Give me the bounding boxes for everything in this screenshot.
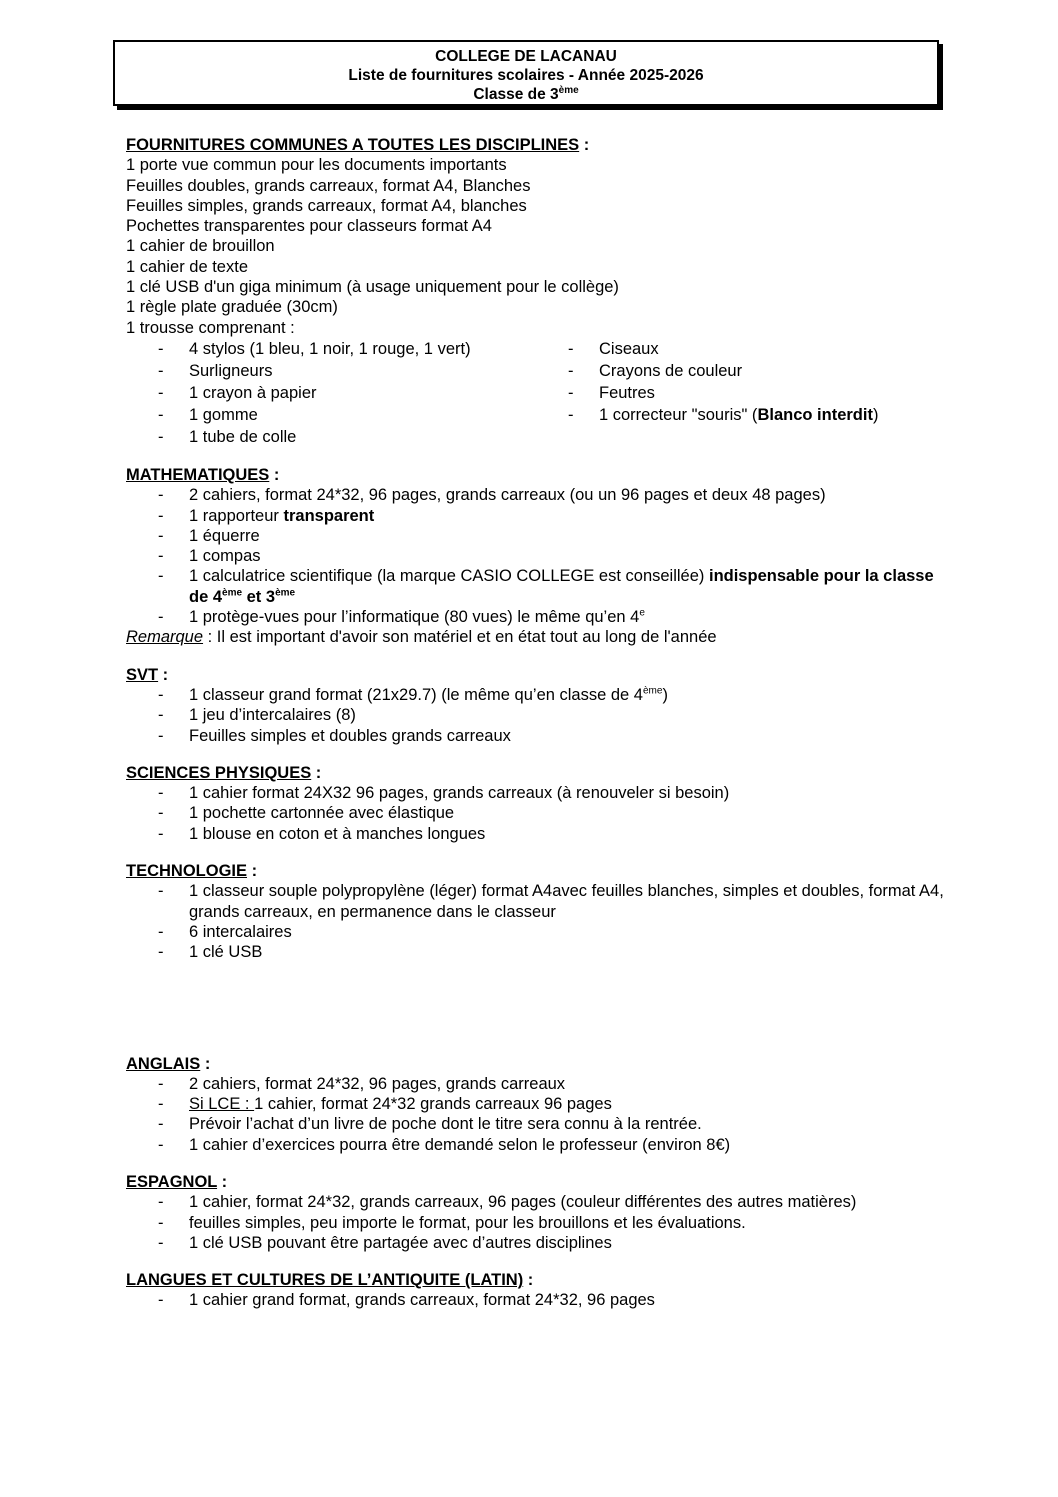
section-title-physics: SCIENCES PHYSIQUES : (126, 763, 322, 782)
english-list (126, 1074, 946, 1155)
list-item: - 1 gomme (158, 405, 258, 424)
list-item: - 1 cahier format 24X32 96 pages, grands carreaux (à renouveler si besoin) (158, 784, 730, 803)
svt-list (126, 685, 946, 746)
section-title-math: MATHEMATIQUES : (126, 465, 280, 484)
section-title-english: ANGLAIS : (126, 1054, 211, 1073)
list-item: - 1 calculatrice scientifique (la marque CASIO COLLEGE est conseillée) indispensable pour la classe de 4ème et 3ème (158, 567, 934, 606)
list-title: Liste de fournitures scolaires - Année 2025-2026 (348, 67, 704, 84)
common-line: 1 cahier de texte (126, 257, 248, 276)
list-item: - 2 cahiers, format 24*32, 96 pages, grands carreaux (158, 1074, 566, 1093)
common-line: 1 trousse comprenant : (126, 318, 295, 337)
section-title-spanish: ESPAGNOL : (126, 1172, 228, 1191)
technology-list (126, 881, 946, 962)
list-item: - 1 classeur souple polypropylène (léger) format A4avec feuilles blanches, simples et doubles, format A4, grands carreaux, en permanence dans le classeur (158, 882, 944, 921)
common-line: 1 porte vue commun pour les documents importants (126, 156, 507, 175)
list-item: - Feutres (568, 383, 655, 402)
list-item: - Crayons de couleur (568, 361, 743, 380)
list-item: - Si LCE : 1 cahier, format 24*32 grands carreaux 96 pages (158, 1095, 612, 1114)
common-line: Pochettes transparentes pour classeurs format A4 (126, 217, 492, 236)
list-item: - 1 pochette cartonnée avec élastique (158, 804, 455, 823)
trousse-list (126, 338, 946, 448)
section-title-svt: SVT : (126, 665, 169, 684)
common-line: Feuilles simples, grands carreaux, format A4, blanches (126, 196, 527, 215)
list-item: - 1 rapporteur transparent (158, 506, 375, 525)
list-item: - 1 cahier d’exercices pourra être demandé selon le professeur (environ 8€) (158, 1135, 731, 1154)
spanish-list (126, 1192, 946, 1253)
header-box (113, 40, 939, 106)
list-item: - 6 intercalaires (158, 922, 292, 941)
list-item: - 1 protège-vues pour l’informatique (80 vues) le même qu’en 4e (158, 607, 645, 627)
common-lines (126, 155, 946, 338)
list-item: - 1 tube de colle (158, 427, 297, 446)
list-item: - 1 cahier grand format, grands carreaux, format 24*32, 96 pages (158, 1291, 655, 1310)
trousse-left-col (126, 338, 536, 448)
school-name: COLLEGE DE LACANAU (435, 48, 617, 65)
common-line: Feuilles doubles, grands carreaux, format A4, Blanches (126, 176, 531, 195)
latin-list (126, 1290, 946, 1310)
list-item: - 1 correcteur "souris" (Blanco interdit) (568, 405, 879, 424)
list-item: - 1 clé USB pouvant être partagée avec d’autres disciplines (158, 1233, 612, 1252)
list-item: - feuilles simples, peu importe le format, pour les brouillons et les évaluations. (158, 1213, 746, 1232)
math-remark: Remarque : Il est important d'avoir son matériel et en état tout au long de l'année (126, 628, 717, 647)
list-item: - 1 blouse en coton et à manches longues (158, 824, 486, 843)
list-item: - Surligneurs (158, 361, 273, 380)
section-title-technology: TECHNOLOGIE : (126, 862, 258, 881)
list-item: - Feuilles simples et doubles grands carreaux (158, 726, 511, 745)
spacer (126, 963, 946, 1037)
list-item: - 1 jeu d’intercalaires (8) (158, 706, 356, 725)
list-item: - 1 équerre (158, 526, 260, 545)
list-item: - Prévoir l’achat d’un livre de poche dont le titre sera connu à la rentrée. (158, 1115, 702, 1134)
list-item: - 2 cahiers, format 24*32, 96 pages, grands carreaux (ou un 96 pages et deux 48 pages) (158, 486, 826, 505)
trousse-right-col (536, 338, 946, 448)
common-line: 1 clé USB d'un giga minimum (à usage uniquement pour le collège) (126, 278, 619, 297)
common-line: 1 cahier de brouillon (126, 237, 275, 256)
section-title-latin: LANGUES ET CULTURES DE L’ANTIQUITE (LATIN) : (126, 1271, 534, 1290)
list-item: - Ciseaux (568, 339, 659, 358)
common-line: 1 règle plate graduée (30cm) (126, 298, 338, 317)
list-item: - 1 compas (158, 547, 261, 566)
list-item: - 1 classeur grand format (21x29.7) (le même qu’en classe de 4ème) (158, 685, 668, 704)
list-item: - 4 stylos (1 bleu, 1 noir, 1 rouge, 1 vert) (158, 339, 471, 358)
list-item: - 1 cahier, format 24*32, grands carreaux, 96 pages (couleur différentes des autres matières) (158, 1193, 857, 1212)
supply-list (126, 135, 946, 1311)
list-item: - 1 crayon à papier (158, 383, 317, 402)
list-item: - 1 clé USB (158, 943, 263, 962)
class-level: Classe de 3ème (473, 84, 579, 103)
physics-list (126, 783, 946, 844)
section-title-common: FOURNITURES COMMUNES A TOUTES LES DISCIPLINES : (126, 136, 590, 154)
math-list (126, 485, 946, 627)
